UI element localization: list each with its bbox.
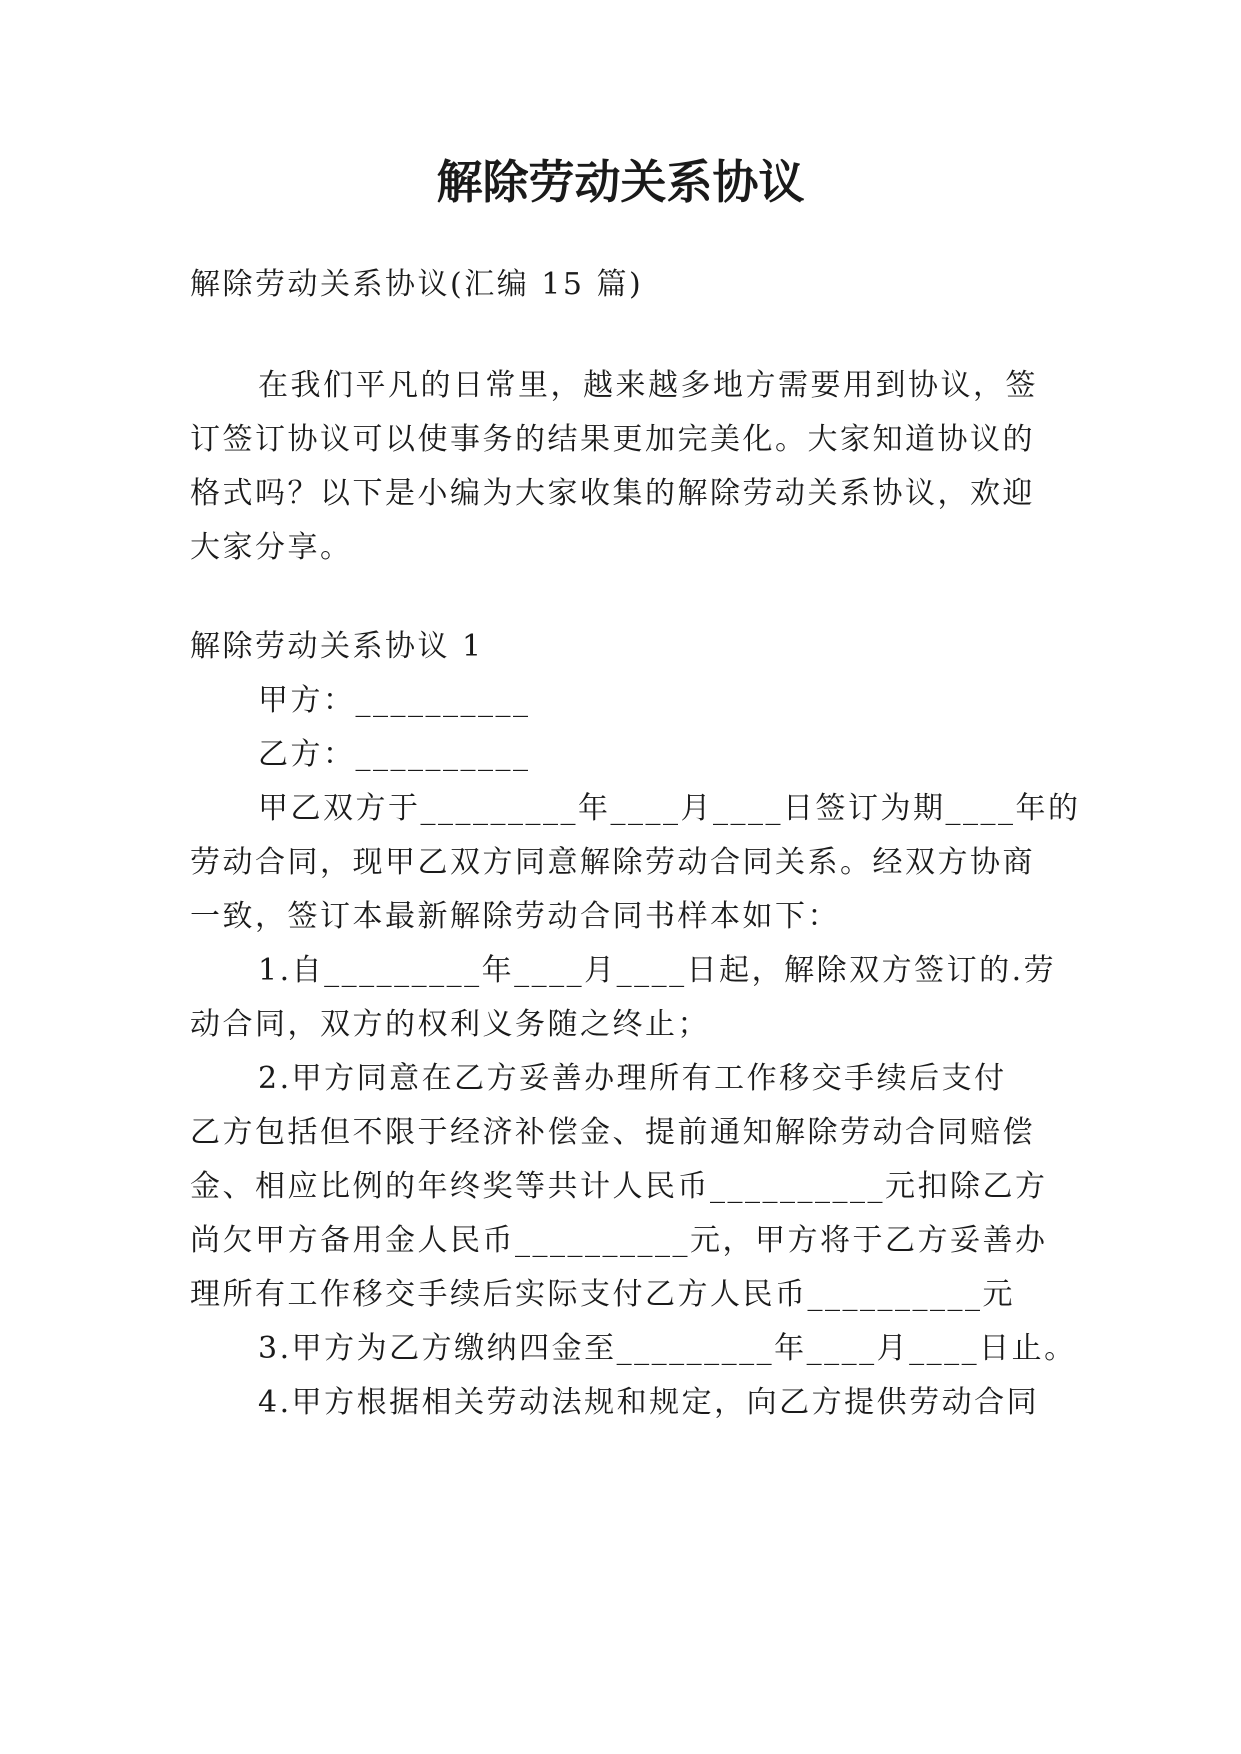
item3-line: 3.甲方为乙方缴纳四金至_________年____月____日止。 (258, 1331, 1077, 1366)
section-heading: 解除劳动关系协议 1 (190, 629, 484, 664)
intro-line-2: 订签订协议可以使事务的结果更加完美化。大家知道协议的 (190, 422, 1035, 457)
document-title: 解除劳动关系协议 (436, 155, 805, 209)
para1-line-3: 一致，签订本最新解除劳动合同书样本如下： (190, 899, 840, 934)
item1-line-1: 1.自_________年____月____日起，解除双方签订的.劳 (258, 953, 1057, 988)
party-a-field: 甲方：__________ (258, 683, 531, 718)
para1-line-2: 劳动合同，现甲乙双方同意解除劳动合同关系。经双方协商 (190, 845, 1035, 880)
item2-line-2: 乙方包括但不限于经济补偿金、提前通知解除劳动合同赔偿 (190, 1115, 1035, 1150)
item2-line-4: 尚欠甲方备用金人民币__________元，甲方将于乙方妥善办 (190, 1223, 1048, 1258)
intro-line-1: 在我们平凡的日常里，越来越多地方需要用到协议，签 (258, 368, 1038, 403)
item4-line: 4.甲方根据相关劳动法规和规定，向乙方提供劳动合同 (258, 1385, 1040, 1420)
item2-line-1: 2.甲方同意在乙方妥善办理所有工作移交手续后支付 (258, 1061, 1007, 1096)
item2-line-5: 理所有工作移交手续后实际支付乙方人民币__________元 (190, 1277, 1015, 1312)
party-b-field: 乙方：__________ (258, 737, 531, 772)
intro-line-3: 格式吗？以下是小编为大家收集的解除劳动关系协议，欢迎 (190, 476, 1035, 511)
para1-line-1: 甲乙双方于_________年____月____日签订为期____年的 (258, 791, 1081, 826)
item1-line-2: 动合同，双方的权利义务随之终止； (190, 1007, 710, 1042)
intro-line-4: 大家分享。 (190, 530, 353, 565)
item2-line-3: 金、相应比例的年终奖等共计人民币__________元扣除乙方 (190, 1169, 1048, 1204)
document-subtitle: 解除劳动关系协议(汇编 15 篇) (190, 267, 644, 302)
